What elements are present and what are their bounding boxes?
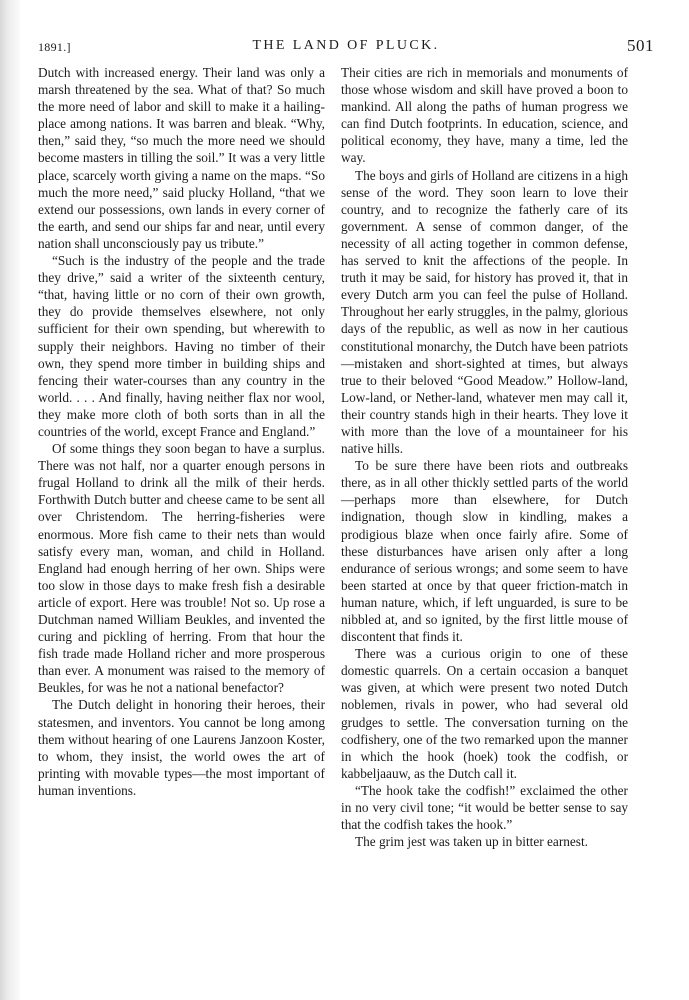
- running-header: [38, 36, 654, 60]
- left-column: [38, 64, 325, 799]
- paragraph: There was a curious origin to one of these domestic quarrels. On a certain occasion a banquet was given, at which were present two noted Dutch noblemen, rivals in power, who had several old grudges to settle. The conversation turning on the codfishery, one of the two remarked upon the manner in which the hook (hoek) took the codfish, or kabbeljaauw, as the Dutch call it.: [341, 646, 628, 781]
- paragraph: The boys and girls of Holland are citizens in a high sense of the word. They soon learn to love their country, and to recognize the fatherly care of its government. A sense of common danger, of the necessity of all acting together in common defense, has served to knit the affections of the people. In truth it may be said, for history has proved it, that in every Dutch arm you can feel the pulse of Holland. Throughout her early struggles, in the palmy, glorious days of the republic, as well as now in her cautious constitutional monarchy, the Dutch have been patriots—mistaken and short-sighted at times, but always true to their beloved “Good Meadow.” Hollow-land, Low-land, or Nether-land, whatever men may call it, their country stands high in their hearts. They love it with more than the love of a mountaineer for his native hills.: [341, 167, 628, 457]
- right-column: [341, 64, 628, 850]
- paragraph: Of some things they soon began to have a surplus. There was not half, nor a quarter enough persons in frugal Holland to drink all the milk of their herds. Forthwith Dutch butter and cheese came to be sent all over Christendom. The herring-fisheries were enormous. More fish came to their nets than would satisfy every man, woman, and child in Holland. England had enough herring of her own. Ships were too slow in those days to make fresh fish a desirable article of export. Here was trouble! Not so. Up rose a Dutchman named William Beukles, and invented the curing and pickling of herring. From that hour the fish trade made Holland richer and more prosperous than ever. A monument was raised to the memory of Beukles, for was he not a national benefactor?: [38, 441, 325, 696]
- header-year: 1891.]: [38, 40, 71, 54]
- paragraph: To be sure there have been riots and outbreaks there, as in all other thickly settled parts of the world—perhaps more than elsewhere, for Dutch indignation, though slow in kindling, makes a prodigious blaze when once fairly afire. Some of these disturbances have arisen only after a long endurance of serious wrongs; and some seem to have been started at once by that queer friction-match in human nature, which, if left unguarded, is sure to be nibbled at, and so ignited, by the first little mouse of discontent that finds it.: [341, 458, 628, 645]
- paragraph: Their cities are rich in memorials and monuments of those whose wisdom and skill have proved a boon to mankind. All along the paths of human progress we can find Dutch footprints. In education, science, and political economy, they have, many a time, led the way.: [341, 65, 628, 166]
- book-spine-shadow: [0, 0, 20, 1000]
- page-number: 501: [627, 36, 654, 55]
- paragraph: The Dutch delight in honoring their heroes, their statesmen, and inventors. You cannot be long among them without hearing of one Laurens Janzoon Koster, to whom, they insist, the world owes the art of printing with movable types—the most important of human inventions.: [38, 697, 325, 798]
- paragraph: “The hook take the codfish!” exclaimed the other in no very civil tone; “it would be better sense to say that the codfish takes the hook.”: [341, 782, 628, 833]
- header-title: THE LAND OF PLUCK.: [252, 38, 440, 53]
- paragraph: The grim jest was taken up in bitter earnest.: [355, 834, 588, 850]
- paragraph: “Such is the industry of the people and the trade they drive,” said a writer of the sixteenth century, “that, having little or no corn of their own growth, they do provide themselves elsewhere, not only sufficient for their own spending, but wherewith to supply their neighbors. Having no timber of their own, they spend more timber in building ships and fencing their water-courses than any country in the world. . . . And finally, having neither flax nor wool, they make more cloth of both sorts than in all the countries of the world, except France and England.”: [38, 253, 325, 439]
- paragraph: Dutch with increased energy. Their land was only a marsh threatened by the sea. What of that? So much the more need of labor and skill to make it a hailing-place among nations. It was barren and bleak. “Why, then,” said they, “so much the more need we should become masters in tilling the soil.” It was a very little place, scarcely worth giving a name on the maps. “So much the more need,” said plucky Holland, “that we extend our possessions, own lands in every corner of the earth, and send our ships far and near, until every nation shall unconsciously pay us tribute.”: [38, 65, 325, 251]
